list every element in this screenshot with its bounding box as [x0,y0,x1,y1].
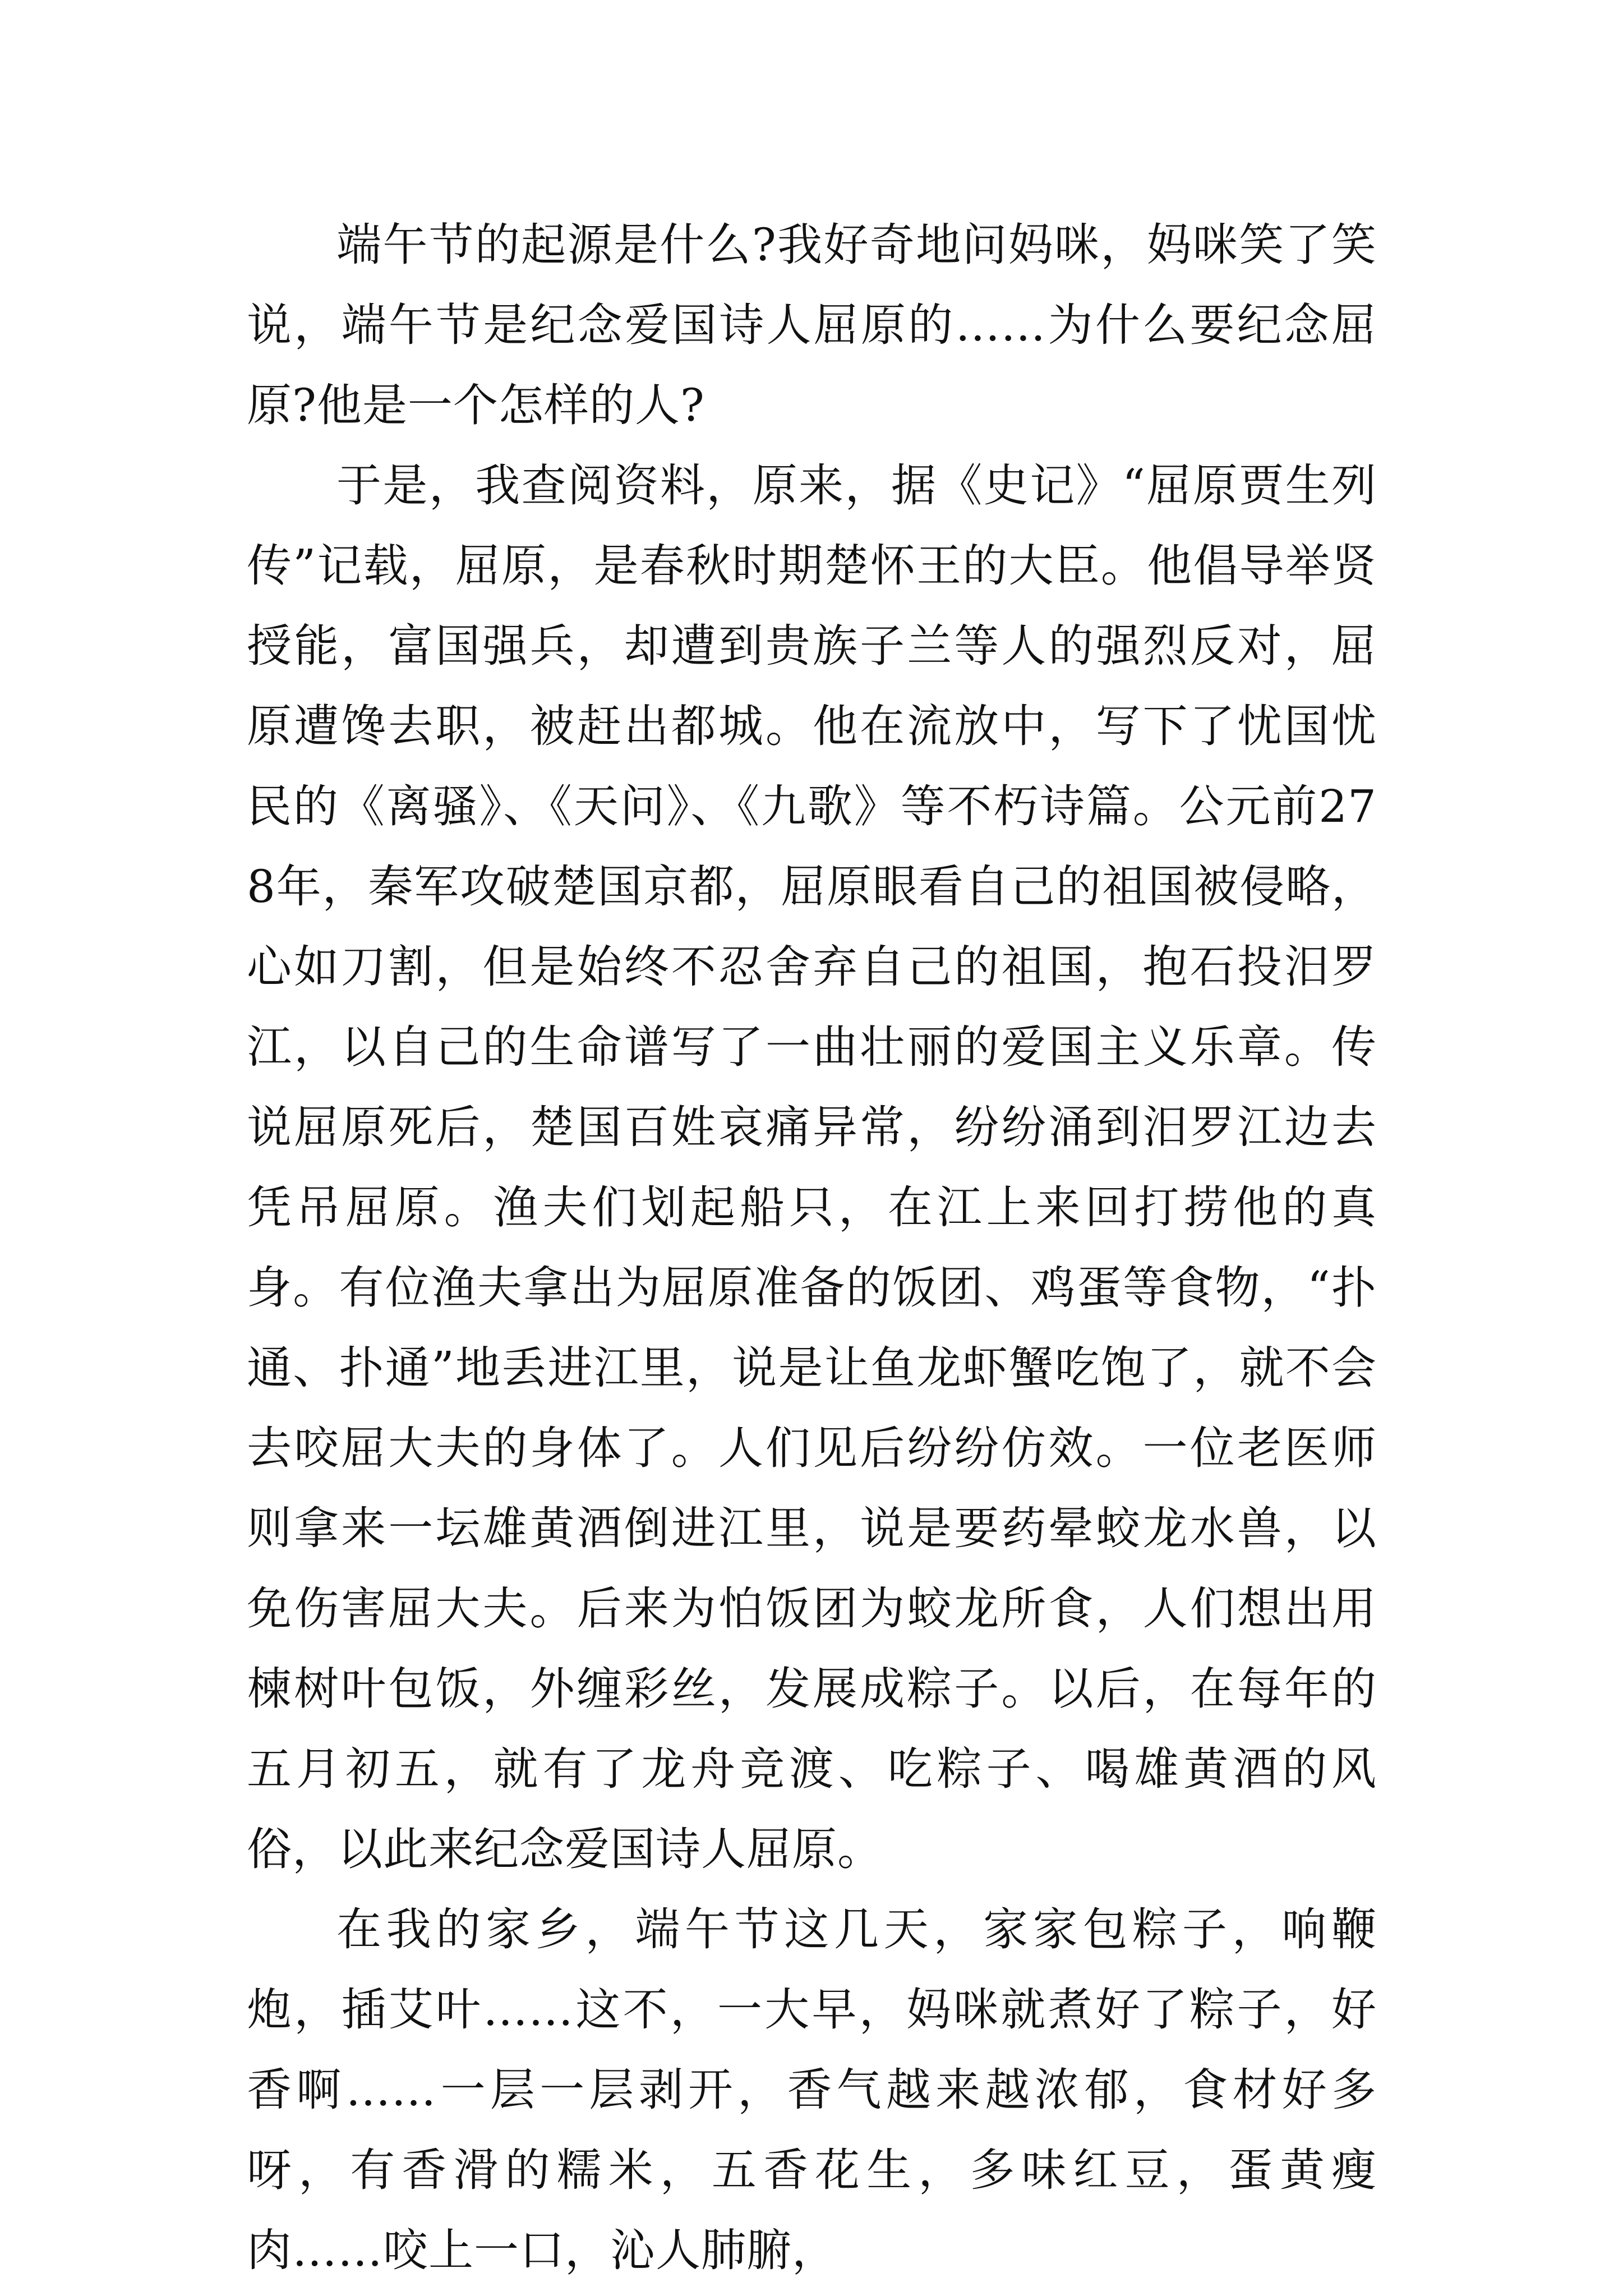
paragraph-qu-yuan-history: 于是，我查阅资料，原来，据《史记》“屈原贾生列传”记载，屈原，是春秋时期楚怀王的大臣。他倡导举贤授能，富国强兵，却遭到贵族子兰等人的强烈反对，屈原遭馋去职，被赶出都城。他在流放中，写下了忧国忧民的《离骚》、《天问》、《九歌》等不朽诗篇。公元前278年，秦军攻破楚国京都，屈原眼看自己的祖国被侵略，心如刀割，但是始终不忍舍弃自己的祖国，抱石投汨罗江，以自己的生命谱写了一曲壮丽的爱国主义乐章。传说屈原死后，楚国百姓哀痛异常，纷纷涌到汨罗江边去凭吊屈原。渔夫们划起船只，在江上来回打捞他的真身。有位渔夫拿出为屈原准备的饭团、鸡蛋等食物，“扑通、扑通”地丢进江里，说是让鱼龙虾蟹吃饱了，就不会去咬屈大夫的身体了。人们见后纷纷仿效。一位老医师则拿来一坛雄黄酒倒进江里，说是要药晕蛟龙水兽，以免伤害屈大夫。后来为怕饭团为蛟龙所食，人们想出用楝树叶包饭，外缠彩丝，发展成粽子。以后，在每年的五月初五，就有了龙舟竞渡、吃粽子、喝雄黄酒的风俗，以此来纪念爱国诗人屈原。 [247,459,1377,1875]
document-body [247,205,1377,2290]
paragraph-origin-question: 端午节的起源是什么?我好奇地问妈咪，妈咪笑了笑说，端午节是纪念爱国诗人屈原的……为什么要纪念屈原?他是一个怎样的人? [247,219,1377,431]
paragraph-hometown-customs: 在我的家乡，端午节这几天，家家包粽子，响鞭炮，插艾叶……这不，一大早，妈咪就煮好了粽子，好香啊……一层一层剥开，香气越来越浓郁，食材好多呀，有香滑的糯米，五香花生，多味红豆，蛋黄瘦肉……咬上一口，沁人肺腑， [247,1903,1377,2276]
